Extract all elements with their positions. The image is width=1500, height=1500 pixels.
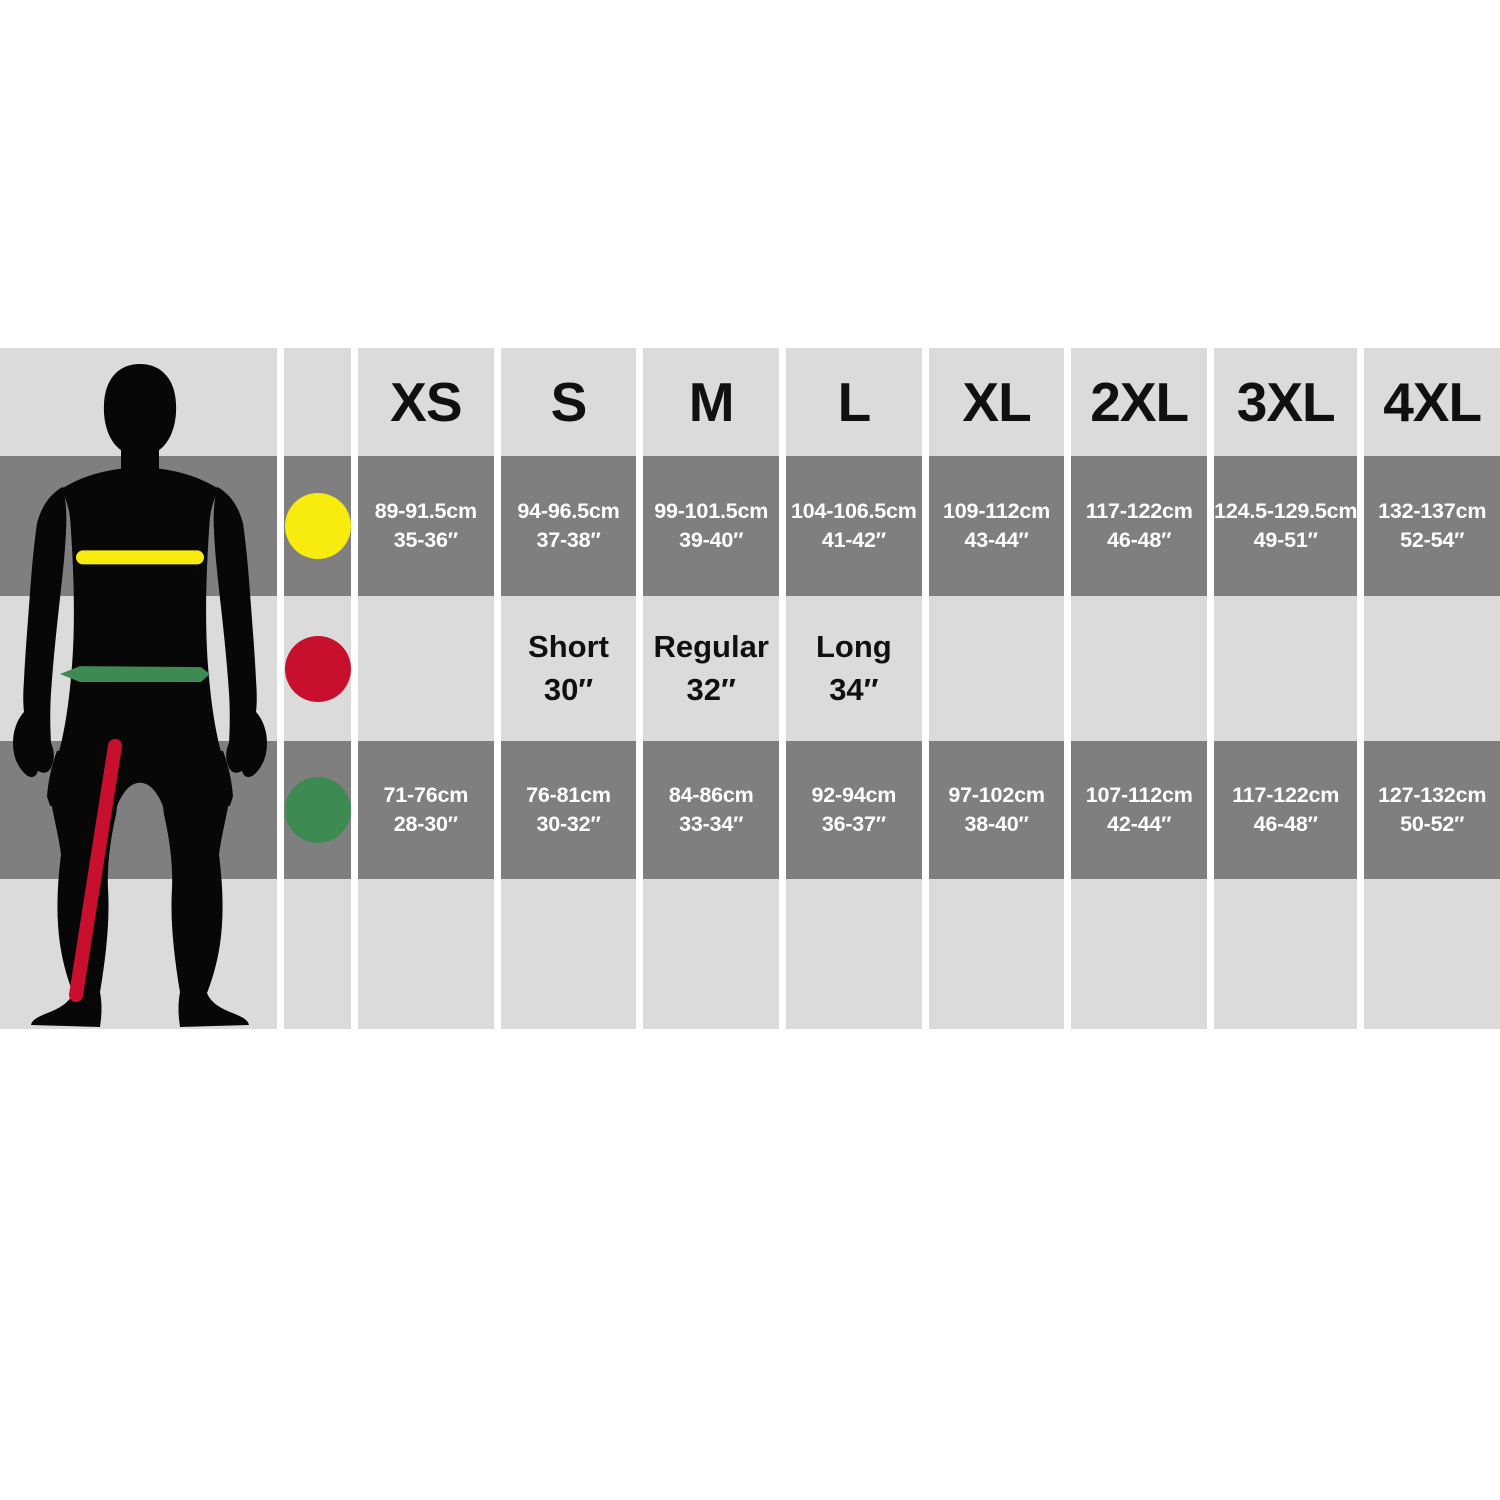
size-header-s: S xyxy=(501,348,637,456)
size-header-m: M xyxy=(643,348,779,456)
marker-col-footer-cell xyxy=(284,879,351,1029)
waist-cell-xl xyxy=(929,741,1065,879)
waist-cell-s xyxy=(501,741,637,879)
chest-l-in: 41-42″ xyxy=(821,528,886,552)
chest-2xl-cm: 117-122cm xyxy=(1085,499,1193,523)
footer-cell-l xyxy=(786,879,922,1029)
chest-m-in: 39-40″ xyxy=(679,528,744,552)
leg-cell-l xyxy=(786,596,922,741)
leg-s-label: Short xyxy=(528,628,609,664)
silhouette-head xyxy=(104,364,176,457)
waist-measure-bar xyxy=(60,666,210,682)
waist-m-cm: 84-86cm xyxy=(668,783,754,807)
chest-s-in: 37-38″ xyxy=(536,528,601,552)
silhouette-left-arm xyxy=(13,487,66,777)
size-header-3xl: 3XL xyxy=(1214,348,1357,456)
inside-leg-marker-dot-icon xyxy=(285,636,351,702)
chest-xl-cm: 109-112cm xyxy=(943,499,1051,523)
waist-s-cm: 76-81cm xyxy=(526,783,611,807)
waist-xl-in: 38-40″ xyxy=(964,812,1029,836)
silhouette-right-leg xyxy=(162,797,249,1027)
male-silhouette-graphic xyxy=(0,348,277,1029)
leg-m-in: 32″ xyxy=(686,671,736,707)
chest-l-cm: 104-106.5cm xyxy=(791,499,917,523)
waist-4xl-cm: 127-132cm xyxy=(1378,783,1487,807)
marker-cell-inside-leg xyxy=(284,596,351,741)
chest-cell-2xl xyxy=(1071,456,1207,596)
footer-cell-3xl xyxy=(1214,879,1357,1029)
waist-l-cm: 92-94cm xyxy=(811,783,897,807)
chest-cell-xl xyxy=(929,456,1065,596)
chest-m-cm: 99-101.5cm xyxy=(654,499,769,523)
chest-cell-4xl xyxy=(1364,456,1500,596)
waist-xs-cm: 71-76cm xyxy=(383,783,469,807)
footer-cell-m xyxy=(643,879,779,1029)
waist-s-in: 30-32″ xyxy=(536,812,601,836)
waist-3xl-in: 46-48″ xyxy=(1253,812,1318,836)
leg-cell-xl xyxy=(929,596,1065,741)
size-header-4xl: 4XL xyxy=(1364,348,1500,456)
leg-s-in: 30″ xyxy=(543,671,594,707)
chest-3xl-cm: 124.5-129.5cm xyxy=(1214,499,1358,523)
leg-m-label: Regular xyxy=(653,628,769,664)
body-figure-panel xyxy=(0,348,277,1029)
waist-cell-4xl xyxy=(1364,741,1500,879)
size-chart-table xyxy=(0,348,1500,1029)
footer-cell-s xyxy=(501,879,637,1029)
chest-4xl-in: 52-54″ xyxy=(1400,528,1465,552)
chest-marker-dot-icon xyxy=(285,493,351,559)
leg-cell-s xyxy=(501,596,637,741)
size-header-xl: XL xyxy=(929,348,1065,456)
silhouette-torso xyxy=(57,468,223,759)
size-header-2xl: 2XL xyxy=(1071,348,1207,456)
waist-2xl-in: 42-44″ xyxy=(1107,812,1172,836)
leg-cell-2xl xyxy=(1071,596,1207,741)
leg-cell-4xl xyxy=(1364,596,1500,741)
footer-cell-xs xyxy=(358,879,494,1029)
silhouette-right-arm xyxy=(214,487,267,777)
marker-cell-chest xyxy=(284,456,351,596)
waist-cell-l xyxy=(786,741,922,879)
waist-cell-m xyxy=(643,741,779,879)
leg-l-in: 34″ xyxy=(829,671,879,707)
chest-cell-s xyxy=(501,456,637,596)
chest-cell-xs xyxy=(358,456,494,596)
chest-3xl-in: 49-51″ xyxy=(1253,528,1318,552)
leg-l-label: Long xyxy=(815,628,892,664)
size-header-l: L xyxy=(786,348,922,456)
chest-xl-in: 43-44″ xyxy=(964,528,1029,552)
footer-cell-2xl xyxy=(1071,879,1207,1029)
waist-cell-xs xyxy=(358,741,494,879)
waist-cell-2xl xyxy=(1071,741,1207,879)
leg-cell-xs xyxy=(358,596,494,741)
waist-3xl-cm: 117-122cm xyxy=(1232,783,1340,807)
waist-xs-in: 28-30″ xyxy=(393,812,458,836)
waist-4xl-in: 50-52″ xyxy=(1400,812,1465,836)
size-header-xs: XS xyxy=(358,348,494,456)
chest-xs-in: 35-36″ xyxy=(393,528,458,552)
chest-2xl-in: 46-48″ xyxy=(1107,528,1172,552)
chest-xs-cm: 89-91.5cm xyxy=(374,499,477,523)
leg-cell-3xl xyxy=(1214,596,1357,741)
leg-cell-m xyxy=(643,596,779,741)
chest-4xl-cm: 132-137cm xyxy=(1378,499,1487,523)
footer-cell-xl xyxy=(929,879,1065,1029)
chest-measure-bar xyxy=(76,550,204,564)
marker-cell-waist xyxy=(284,741,351,879)
chest-cell-3xl xyxy=(1214,456,1357,596)
waist-2xl-cm: 107-112cm xyxy=(1085,783,1193,807)
waist-l-in: 36-37″ xyxy=(821,812,886,836)
waist-marker-dot-icon xyxy=(285,777,351,843)
waist-xl-cm: 97-102cm xyxy=(948,783,1045,807)
waist-cell-3xl xyxy=(1214,741,1357,879)
marker-col-header-cell xyxy=(284,348,351,456)
chest-cell-m xyxy=(643,456,779,596)
waist-m-in: 33-34″ xyxy=(679,812,744,836)
footer-cell-4xl xyxy=(1364,879,1500,1029)
chest-s-cm: 94-96.5cm xyxy=(517,499,620,523)
chest-cell-l xyxy=(786,456,922,596)
